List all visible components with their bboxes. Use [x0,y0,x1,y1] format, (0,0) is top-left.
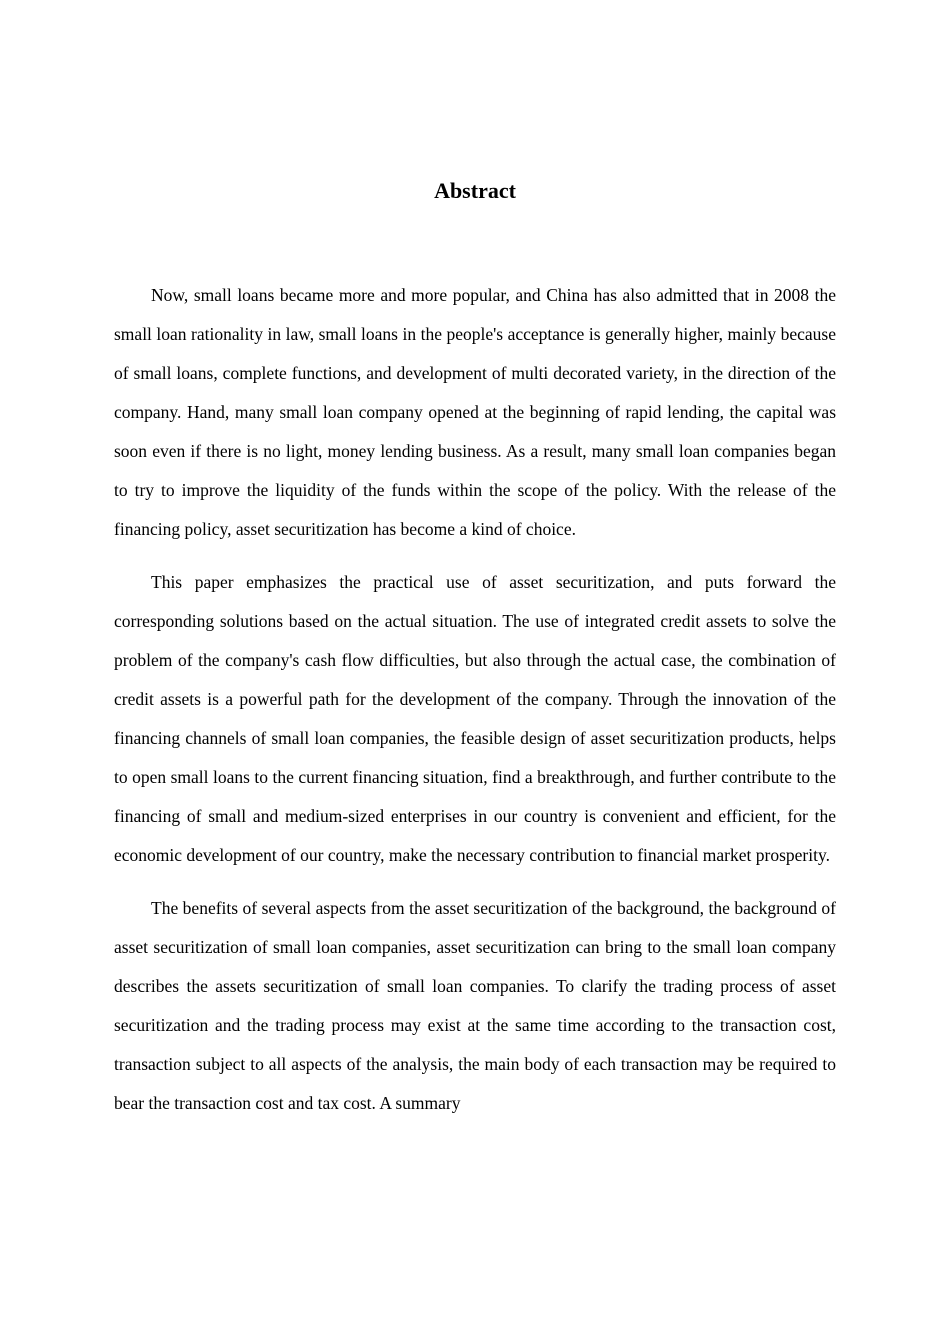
abstract-paragraph-2: This paper emphasizes the practical use of asset securitization, and puts forward the corresponding solutions based on the actual situation. The use of integrated credit assets to solve the problem of the company's cash flow difficulties, but also through the actual case, the combination of credit assets is a powerful path for the development of the company. Through the innovation of the financing channels of small loan companies, the feasible design of asset securitization products, helps to open small loans to the current financing situation, find a breakthrough, and further contribute to the financing of small and medium-sized enterprises in our country is convenient and efficient, for the economic development of our country, make the necessary contribution to financial market prosperity. [114,572,836,865]
abstract-title: Abstract [434,178,516,203]
abstract-body [114,276,836,1137]
abstract-paragraph-3: The benefits of several aspects from the asset securitization of the background, the background of asset securitization of small loan companies, asset securitization can bring to the small loan company describes the assets securitization of small loan companies. To clarify the trading process of asset securitization and the trading process may exist at the same time according to the transaction cost, transaction subject to all aspects of the analysis, the main body of each transaction may be required to bear the transaction cost and tax cost. A summary [114,898,836,1113]
abstract-paragraph-1: Now, small loans became more and more popular, and China has also admitted that in 2008 the small loan rationality in law, small loans in the people's acceptance is generally higher, mainly because of small loans, complete functions, and development of multi decorated variety, in the direction of the company. Hand, many small loan company opened at the beginning of rapid lending, the capital was soon even if there is no light, money lending business. As a result, many small loan companies began to try to improve the liquidity of the funds within the scope of the policy. With the release of the financing policy, asset securitization has become a kind of choice. [114,285,836,539]
